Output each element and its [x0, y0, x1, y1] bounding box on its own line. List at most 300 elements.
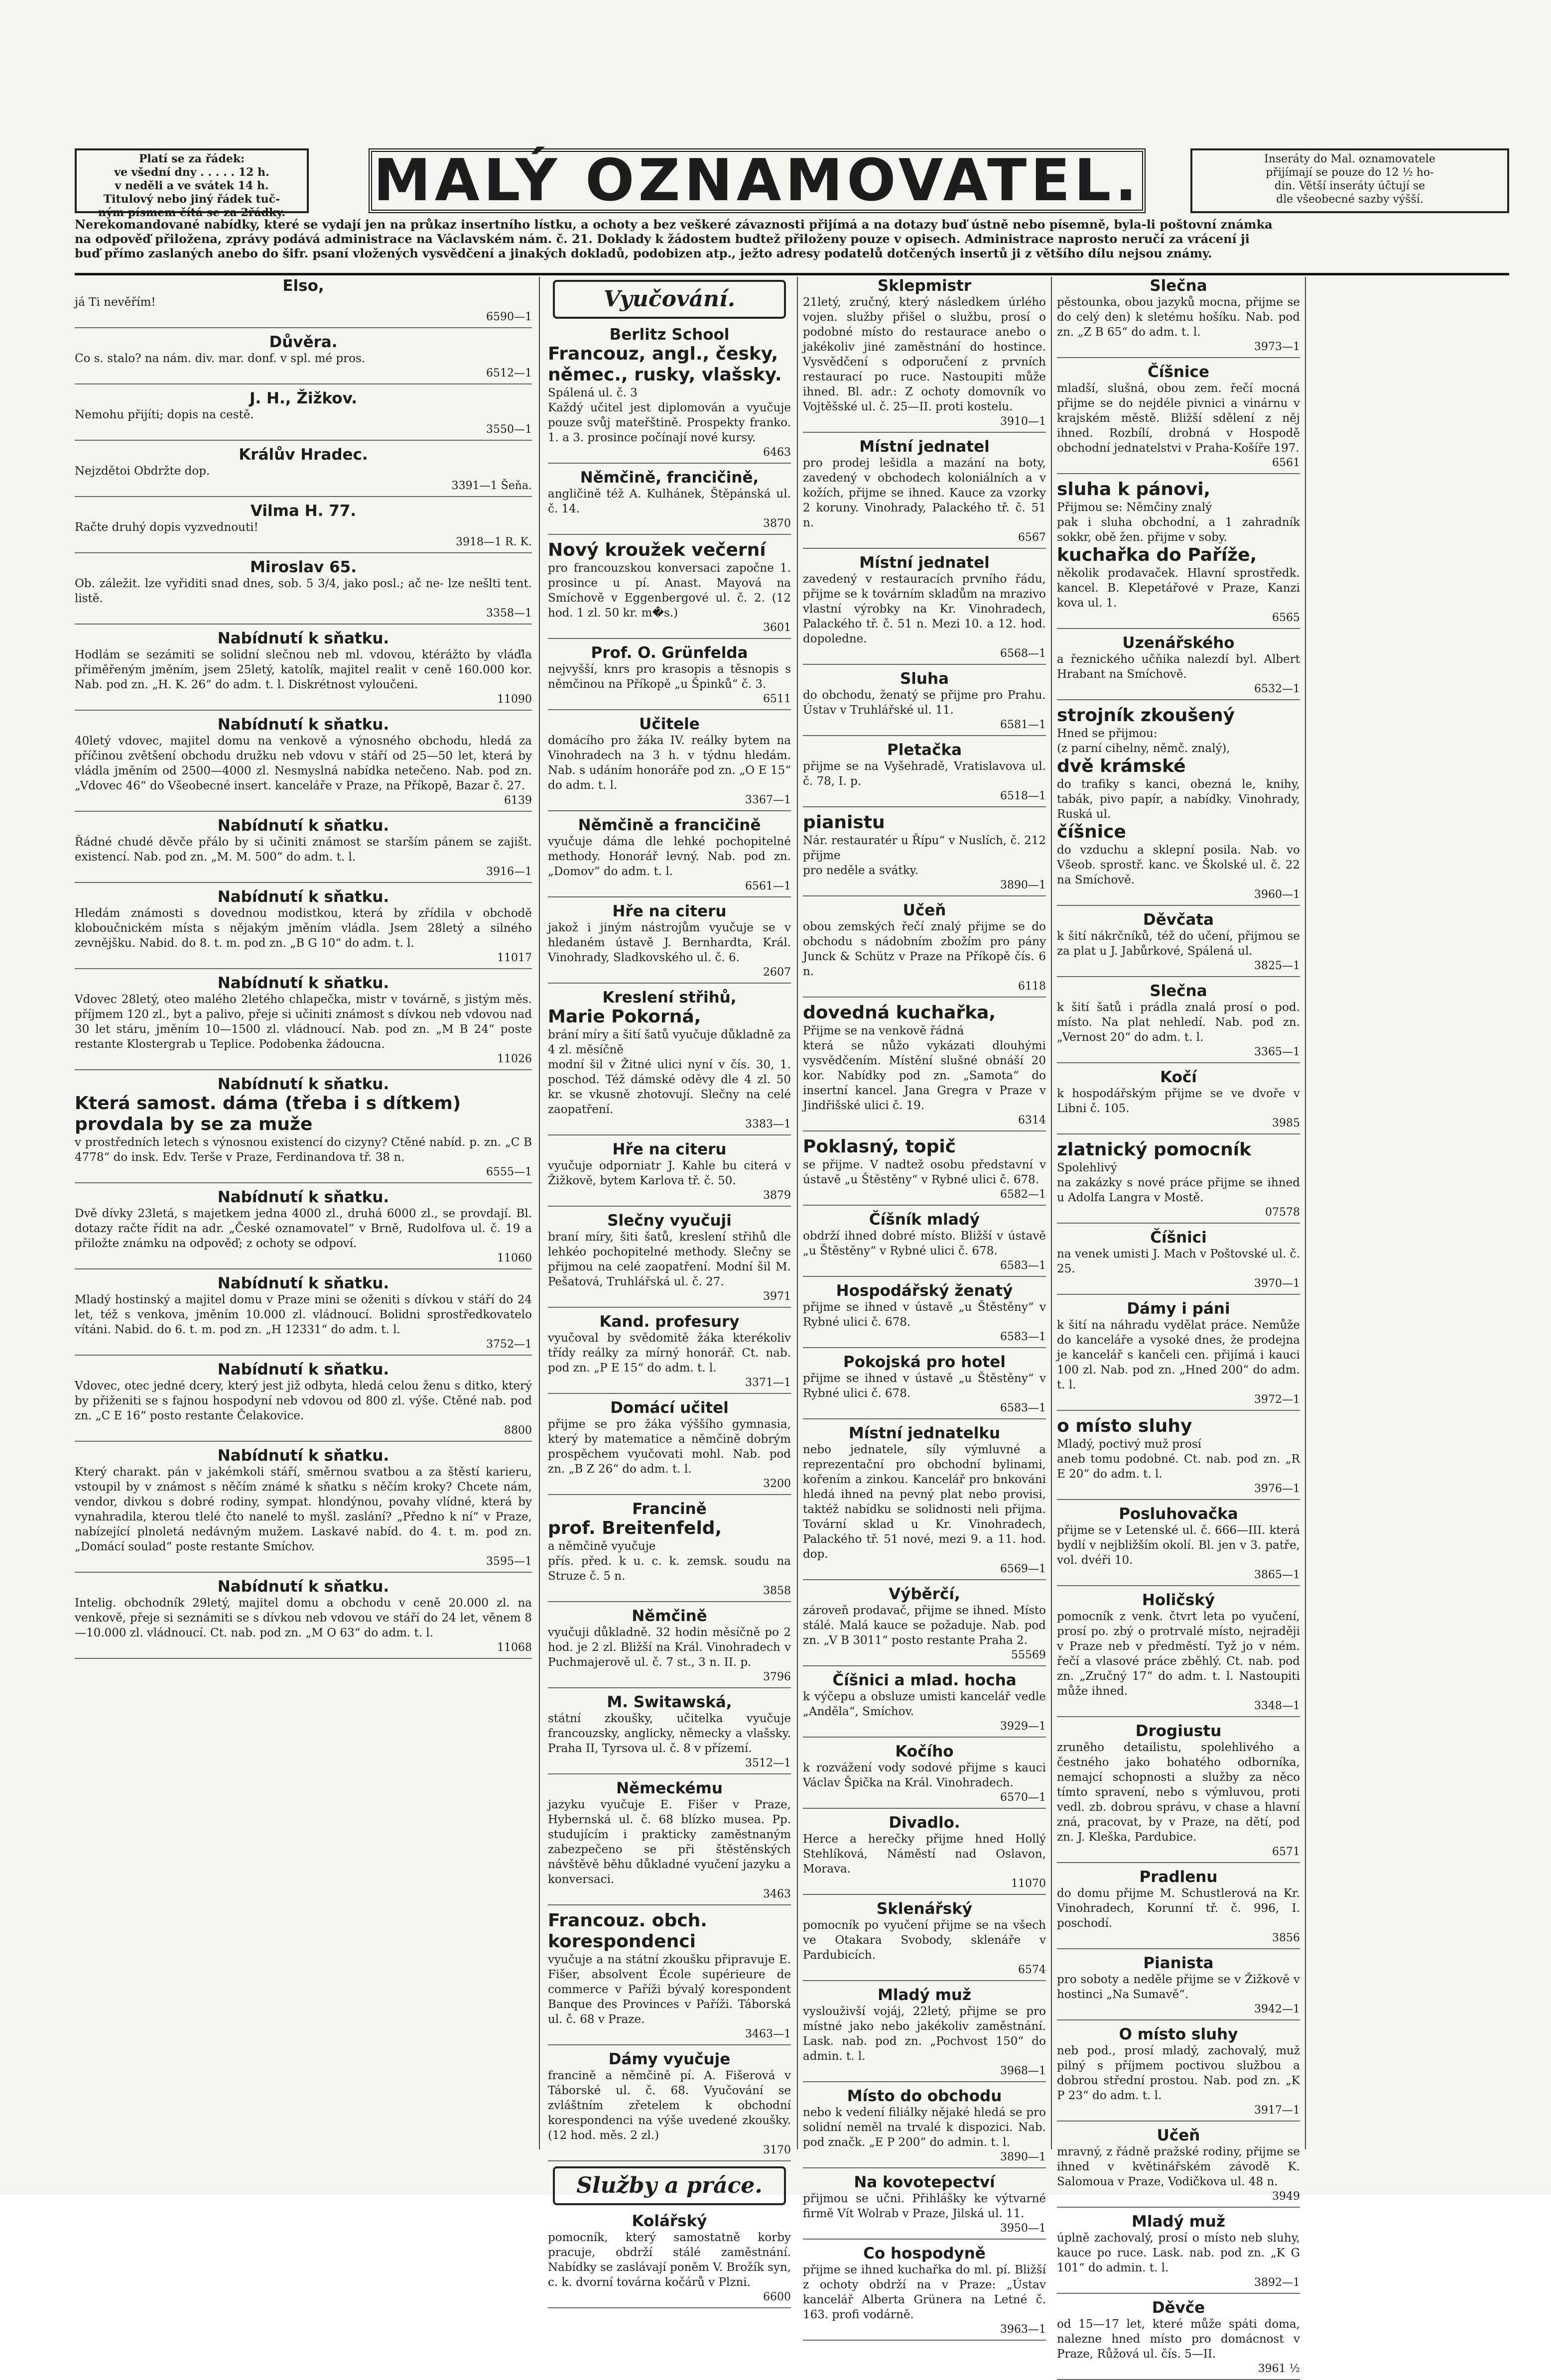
- ad-text: přijmou se učni. Přihlášky ke výtvarné firmě Vít Wolrab v Praze, Jilská ul. 11.: [803, 2192, 1046, 2220]
- classified-ad: [1057, 1300, 1300, 1411]
- text-line: Nerekomandované nabídky, které se vydají jen na průkaz insertního lístku, a ochoty a bez veškeré závaznosti přijímá a na dotazy buď ústně nebo písemně, byla-li poštovní známka: [75, 217, 1273, 232]
- ad-text: přijme se ihned v ústavě „u Štěstěny“ v Rybné ulici č. 678.: [803, 1372, 1046, 1400]
- ad-heading: prof. Breitenfeld,: [548, 1518, 722, 1538]
- ad-text: vyučuje dáma dle lehké pochopitelné methody. Honorář levný. Nab. pod zn. „Domov“ do adm. t. l.: [548, 835, 791, 878]
- text-line: Platí se za řádek:: [138, 152, 245, 165]
- ad-text: Dvě dívky 23letá, s majetkem jedna 4000 zl., druhá 6000 zl., se provdají. Bl. dotazy račte řídit na adr. „České oznamovatel“ v Brně, Rudolfova ul. č. 19 a přiložte známku na odpověď; z ochoty se odpoví.: [75, 1207, 532, 1250]
- ad-heading: Hospodářský ženatý: [836, 1282, 1013, 1300]
- ad-number: 6561—1: [745, 880, 791, 892]
- ad-number: 3949: [1272, 2190, 1300, 2203]
- ad-text: přijme se pro žáka výššího gymnasia, který by matematice a němčině dobrým prospěchem vyučovati mohl. Nab. pod zn. „B Z 26“ do adm. t. l.: [548, 1418, 791, 1476]
- classified-ad: [803, 1585, 1046, 1666]
- ad-heading: Divadlo.: [889, 1814, 960, 1832]
- ad-heading: dovedná kuchařka,: [803, 1002, 996, 1023]
- classified-ad: [1057, 634, 1300, 700]
- ad-heading: Číšnici: [1150, 1229, 1207, 1247]
- ad-number: 3870: [763, 517, 791, 530]
- ad-text: přijme se ihned kuchařka do ml. pí. Bližší z ochoty obdrží na v Praze: „Ústav kancelář Alberta Grünera na Letné č. 163. profi vodárně.: [803, 2263, 1046, 2321]
- ad-number: 11070: [1011, 1878, 1046, 1890]
- ad-text: já Ti nevěřím!: [75, 296, 156, 309]
- ad-heading: Kand. profesury: [599, 1313, 740, 1331]
- ad-number: 6600: [763, 2291, 791, 2303]
- ad-text: Hned se přijmou:: [1057, 727, 1158, 740]
- classified-ad: [803, 1282, 1046, 1348]
- ad-text: braní míry, šiti šatů, kreslení střihů dle lehkéo pochopitelné methody. Slečny se přijmou na celé zaopatření. Modní šil M. Pešatová, Truhlářská ul. č. 27.: [548, 1231, 791, 1288]
- ad-text: Přijme se na venkově řádná: [803, 1024, 964, 1037]
- ad-number: 3929—1: [1000, 1720, 1046, 1733]
- classified-ad: [1057, 479, 1300, 629]
- classified-ad: [1057, 1868, 1300, 1949]
- ad-text: nebo jednatele, síly výmluvné a reprezentační pro obchodní bylinami, kořením a zinkou. Kancelář pro bnkováni hledá ihned na pevný plat nebo provisi, taktéž nabídku se solidnosti neli přijma. Tovární sklad u Kr. Vinohradech, Palackého tř. 51 nové, mezi 9. a 11. hod. dop.: [803, 1443, 1046, 1561]
- ad-text: vyslouživší vojáj, 22letý, přijme se pro místné jako nebo jakékoliv zaměstnání. Lask. nab. pod zn. „Pochvost 150“ do admin. t. l.: [803, 2005, 1046, 2063]
- ad-heading: Důvěra.: [269, 333, 338, 351]
- ad-number: 3942—1: [1254, 2003, 1300, 2015]
- ad-text: Mladý hostinský a majitel domu v Praze mini se oženiti s dívkou v stáří do 24 let, též s venkova, jměním 10.000 zl. vládnoucí. Bolidni sprostředkovatelo vítáni. Nabid. do 6. t. m. pod zn. „H 12331“ do adm. t. l.: [75, 1293, 532, 1336]
- ad-text: pro francouzskou konversaci započne 1. prosince u pí. Anast. Mayová na Smíchově v Eggenbergové ul. č. 2. (12 hod. 1 zl. 50 kr. m�s.): [548, 562, 791, 620]
- classified-ad: [75, 1075, 532, 1183]
- classified-ad: [548, 902, 791, 984]
- ad-text: pomocník z venk. čtvrt leta po vyučení, prosí po. zbý o protrvalé místo, nejraději v Praze neb v předměstí. Tyž jo v ném. řečí a vlasové práce zběhlý. Ct. nab. pod zn. „Zručný 17“ do adm. t. l. Nastoupiti může ihned.: [1057, 1610, 1300, 1698]
- ad-heading: Kočího: [895, 1743, 954, 1760]
- ad-number: 3170: [763, 2144, 791, 2156]
- ad-heading: Místo do obchodu: [847, 2087, 1002, 2105]
- classified-ad: [548, 715, 791, 811]
- ad-text: pro soboty a neděle přijme se v Žižkově v hostinci „Na Sumavě“.: [1057, 1973, 1300, 2001]
- classified-ad: [75, 277, 532, 328]
- classified-ad: [75, 629, 532, 711]
- ad-number: 3973—1: [1254, 341, 1300, 353]
- ad-heading: Pletačka: [887, 741, 962, 759]
- section-heading-vyucovani: Vyučování.: [553, 280, 786, 319]
- ad-heading: sluha k pánovi,: [1057, 479, 1211, 500]
- ad-text: k rozvážení vody sodové přijme s kauci Václav Špička na Král. Vinohradech.: [803, 1761, 1046, 1789]
- ad-number: 3365—1: [1254, 1046, 1300, 1058]
- ad-heading: Francině: [632, 1500, 707, 1518]
- classified-ad: [1057, 363, 1300, 474]
- ad-number: 07578: [1265, 1206, 1300, 1219]
- page-title: MALÝ OZNAMOVATEL.: [369, 148, 1146, 213]
- ad-text: k šití na náhradu vydělat práce. Nemůže do kanceláře a vysoké dnes, že prodejna je kancelář s kančeli cen. přijímá i kauci 100 zl. Nab. pod zn. „Hned 200“ do adm. t. l.: [1057, 1319, 1300, 1391]
- ad-heading: o místo sluhy: [1057, 1416, 1192, 1436]
- ad-text: zavedený v restauracích prvního řádu, přijme se k továrním skladům na mrazivo vlastní výrobky na Kr. Vinohradech, Palackého tř. č. 51 n. Mezi 10. a 12. hod. dopoledne.: [803, 573, 1046, 645]
- ad-text: Co s. stalo? na nám. div. mar. donf. v spl. mé pros.: [75, 352, 366, 365]
- ad-heading: strojník zkoušený: [1057, 705, 1235, 726]
- classified-ad: [548, 2050, 791, 2161]
- classified-ad: [548, 1910, 791, 2045]
- ad-text: pro prodej lešidla a mazání na boty, zavedený v obchodech koloniálních a v kožích, přijme se ihned. Kauce za vzorky 2 koruny. Vinohrady, Palackého tř. č. 51 n.: [803, 457, 1046, 529]
- ad-number: 3972—1: [1254, 1393, 1300, 1406]
- classified-ad: [1057, 1139, 1300, 1224]
- ad-heading: Němčině, francičině,: [580, 469, 759, 487]
- ad-text: do domu přijme M. Schustlerová na Kr. Vinohradech, Korunní tř. č. 996, I. poschodí.: [1057, 1887, 1300, 1930]
- ad-heading: Nabídnutí k sňatku.: [217, 1188, 389, 1206]
- column-4: [1057, 277, 1300, 2375]
- ad-heading: Která samost. dáma (třeba i s dítkem) provdala by se za muže: [75, 1093, 461, 1134]
- classified-ad: [1057, 2299, 1300, 2380]
- ad-heading: Nový kroužek večerní: [548, 540, 766, 560]
- ad-heading: Pradlenu: [1139, 1868, 1218, 1886]
- ad-heading: Posluhovačka: [1119, 1505, 1238, 1523]
- ad-text: Vdovec, otec jedné dcery, který jest již odbyta, hledá celou ženu s ditko, který by přiženiti se s fajnou hospodyní neb vdovou od 800 zl. výše. Ctěné nab. pod zn. „C E 16“ posto restante Čelakovice.: [75, 1379, 532, 1422]
- ad-heading: Nabídnutí k sňatku.: [217, 1274, 389, 1292]
- ad-number: 11060: [497, 1252, 532, 1264]
- ad-heading: Na kovotepectví: [854, 2173, 995, 2191]
- ad-text: do trafiky s kanci, obezná le, knihy, tabák, pivo papír, a nabídky. Vinohrady, Ruská ul.: [1057, 778, 1300, 821]
- classified-ad: [803, 1353, 1046, 1419]
- ad-text: Intelig. obchodník 29letý, majitel domu a obchodu v ceně 20.000 zl. na venkově, přeje si seznámiti se s dívkou neb vdovou ve stáří do 24 let, věnem 8—10.000 zl. vládnoucí. Ct. nab. pod zn. „M O 63“ do adm. t. l.: [75, 1597, 532, 1639]
- classified-ad: [75, 1447, 532, 1573]
- classified-ad: [803, 901, 1046, 998]
- ad-number: 6569—1: [1000, 1563, 1046, 1575]
- ad-number: 6590—1: [486, 311, 532, 323]
- ad-heading: Berlitz School: [609, 326, 730, 344]
- ad-heading: pianistu: [803, 812, 885, 833]
- ad-number: 3916—1: [486, 866, 532, 878]
- divider: [797, 277, 798, 2149]
- ad-number: 6583—1: [1000, 1259, 1046, 1272]
- classified-ad: [803, 812, 1046, 896]
- ad-text: obdrží ihned dobré místo. Bližší v ústavě „u Štěstěny“ v Rybné ulici č. 678.: [803, 1230, 1046, 1257]
- ad-number: 6511: [763, 693, 791, 705]
- ad-number: 3910—1: [1000, 415, 1046, 428]
- text-line: dle všeobecné sazby výšší.: [1276, 193, 1423, 206]
- classified-ad: [803, 1743, 1046, 1809]
- ad-heading: Nabídnutí k sňatku.: [217, 817, 389, 835]
- ad-heading: Hře na citeru: [612, 902, 727, 920]
- ad-text: Hodlám se sezámiti se solidní slečnou neb ml. vdovou, ktérážto by vláďla přiměřeným jměním, jsem 25letý, katolík, majitel realit v ceně 160.000 kor. Nab. pod zn. „H. K. 26“ do adm. t. l. Diskrétnost vyloučeni.: [75, 648, 532, 691]
- ad-number: 3970—1: [1254, 1277, 1300, 1290]
- ad-number: 3856: [1272, 1932, 1300, 1944]
- classified-ad: [803, 277, 1046, 433]
- ad-number: 3968—1: [1000, 2065, 1046, 2077]
- ad-heading: Místní jednatelku: [848, 1424, 1001, 1442]
- ad-text: angličině též A. Kulhánek, Štěpánská ul. č. 14.: [548, 488, 791, 515]
- ad-number: 3918—1 R. K.: [456, 536, 532, 548]
- ad-number: 6583—1: [1000, 1402, 1046, 1414]
- ad-text: Ob. záležit. lze vyřiditi snad dnes, sob. 5 3/4, jako posl.; ač ne- lze nešlti tent. listě.: [75, 577, 532, 605]
- text-line: buď přímo zaslaných anebo do šifr. psaní vložených vysvědčení a jinakých dokladů, podobizen atp., ježto adresy podatelů dotčených insertů ji z většího dílu nejsou známy.: [75, 246, 1212, 260]
- ad-text: domácího pro žáka IV. reálky bytem na Vinohradech na 3 h. v týdnu hledám. Nab. s udáním honoráře pod zn. „O E 15“ do adm. t. l.: [548, 734, 791, 792]
- ad-number: 3200: [763, 1478, 791, 1490]
- ad-text: a řeznického učňika nalezdí byl. Albert Hrabant na Smíchově.: [1057, 653, 1300, 681]
- classified-ad: [1057, 1591, 1300, 1717]
- ad-heading: Dámy i páni: [1127, 1300, 1230, 1318]
- divider: [539, 277, 540, 2149]
- ad-number: 6571: [1272, 1846, 1300, 1858]
- ad-text: Spolehlivý: [1057, 1161, 1117, 1174]
- ad-heading: Děvče: [1152, 2299, 1205, 2317]
- ad-text: Spálená ul. č. 3: [548, 386, 638, 399]
- classified-ad: [548, 2212, 791, 2308]
- ad-heading: Učeň: [1157, 2127, 1200, 2144]
- ad-heading: dvě krámské: [1057, 756, 1186, 776]
- ad-number: 3963—1: [1000, 2323, 1046, 2336]
- divider: [1305, 277, 1306, 2149]
- ad-text: pomocník, který samostatně korby pracuje, obdrží stálé zaměstnání. Nabídky se zaslávají poněm V. Brožík syn, c. k. dvorní továrna kočárů v Plzni.: [548, 2231, 791, 2289]
- ad-number: 11068: [497, 1641, 532, 1654]
- column-3: [803, 277, 1046, 2336]
- classified-ad: [803, 1424, 1046, 1580]
- classified-ad: [548, 1212, 791, 1308]
- ad-heading: Nabídnutí k sňatku.: [217, 974, 389, 992]
- ad-number: 6118: [1018, 980, 1046, 993]
- ad-number: 3950—1: [1000, 2222, 1046, 2235]
- classified-ad: [548, 1140, 791, 1207]
- ad-number: 6555—1: [486, 1166, 532, 1178]
- ad-text: jakož i jiným nástrojům vyučuje se v hledaném ústavě J. Bernhardta, Král. Vinohrady, Sladkovského ul. č. 6.: [548, 921, 791, 964]
- classified-ad: [803, 1002, 1046, 1131]
- ad-number: 3890—1: [1000, 2151, 1046, 2163]
- ad-heading: Pokojská pro hotel: [843, 1353, 1006, 1371]
- ad-number: 3463—1: [745, 2028, 791, 2040]
- ad-number: 3976—1: [1254, 1483, 1300, 1495]
- ad-text: obou zemských řečí znalý přijme se do obchodu s nádobním zbožím pro pány Junck & Schütz v Praze na Příkopě čís. 6 n.: [803, 920, 1046, 978]
- ad-text: Herce a herečky přijme hned Hollý Stehlíková, Náměstí nad Oslavon, Morava.: [803, 1833, 1046, 1876]
- classified-ad: [1057, 1229, 1300, 1295]
- classified-ad: [548, 1693, 791, 1774]
- classified-ad: [1057, 1416, 1300, 1500]
- ad-heading: Mladý muž: [1132, 2213, 1225, 2231]
- classified-ad: [803, 2173, 1046, 2240]
- classified-ad: [548, 1779, 791, 1905]
- text-line: ným písmem čítá se za 2řádky.: [98, 206, 286, 219]
- ad-heading: Nabídnutí k sňatku.: [217, 888, 389, 906]
- classified-ad: [803, 554, 1046, 665]
- ad-heading: Němčině: [632, 1607, 707, 1625]
- classified-ad: [548, 1500, 791, 1602]
- ad-number: 3960—1: [1254, 888, 1300, 901]
- classified-ad: [803, 2245, 1046, 2341]
- ad-heading: Sklepmistr: [877, 277, 972, 295]
- column-2: [548, 277, 791, 2303]
- ad-text: která se nůžo vykázati dlouhými vysvědčením. Místění slušné obnáší 20 kor. Nabídky pod zn. „Samota“ do insertní kancel. Jana Gregra v Praze v Jindřišské ulici č. 19.: [803, 1039, 1046, 1112]
- ad-heading: Pianista: [1143, 1954, 1214, 1972]
- ad-text: Řádné chudé děvče přálo by si učiniti známost se starším pánem se zajišt. existencí. Nab. pod zn. „M. M. 500“ do adm. t. l.: [75, 836, 532, 864]
- ad-text: 21letý, zručný, který následkem úrlého vojen. služby přišel o službu, prosí o podobné místo do restaurace anebo o jakékoliv jiné zaměstnání do hostince. Vysvědčení s odporučení z prvních restaurací po ruce. Nastoupiti může ihned. Bl. adr.: Z ochoty domovník vo Vojtěšské ul. č. 25—II. proti kostelu.: [803, 296, 1046, 413]
- text-line: na odpověď přiložena, zprávy podává administrace na Václavském nám. č. 21. Doklady k žádostem budtež přiloženy pouze v opisech. Administrace naprosto neručí za vrácení ji: [75, 232, 1250, 246]
- classified-ad: [1057, 2213, 1300, 2294]
- ad-text: státní zkoušky, učitelka vyučuje francouzsky, anglicky, německy a vlašsky. Praha II, Tyrsova ul. č. 8 v přízemí.: [548, 1712, 791, 1755]
- ad-number: 8800: [504, 1424, 532, 1437]
- ad-heading: Slečna: [1150, 982, 1207, 1000]
- text-line: v neděli a ve svátek 14 h.: [115, 179, 269, 192]
- ad-number: 6139: [504, 794, 532, 807]
- ad-heading: Výběrčí,: [889, 1585, 960, 1603]
- ad-text: přijme se ihned v ústavě „u Štěstěny“ v Rybné ulici č. 678.: [803, 1301, 1046, 1329]
- ad-number: 6583—1: [1000, 1331, 1046, 1343]
- ad-text: zároveň prodavač, přijme se ihned. Místo stálé. Malá kauce se požaduje. Nab. pod zn. „V B 3011“ posto restante Praha 2.: [803, 1604, 1046, 1647]
- ad-heading: Číšník mladý: [869, 1211, 980, 1229]
- ad-heading: Francouz, angl., česky, němec., rusky, vlašsky.: [548, 344, 782, 385]
- ad-number: 6518—1: [1000, 790, 1046, 802]
- ad-text: vyučuje a na státní zkoušku připravuje E. Fišer, absolvent École supérieure de commerce v Paříži bývalý korespondent Banque des Provinces v Paříži. Táborská ul. č. 68 v Praze.: [548, 1953, 791, 2026]
- ad-heading: Poklasný, topič: [803, 1136, 956, 1157]
- classified-ad: [548, 1313, 791, 1394]
- classified-ad: [1057, 911, 1300, 977]
- ad-heading: Vilma H. 77.: [250, 502, 357, 520]
- ad-number: 3890—1: [1000, 879, 1046, 891]
- ad-text: jazyku vyučuje E. Fišer v Praze, Hybernská ul. č. 68 blízko musea. Pp. studujícím i prakticky zaměstnaným zabezpečeno se při štěstěnských návštěvě běhu důkladné vyučení jazyku a konversaci.: [548, 1798, 791, 1886]
- ad-text: Který charakt. pán v jakémkoli stáří, směrnou svatbou a za štěstí karieru, vstoupil by v známost s něčím známé k sňatku s něčím kroky? Chcete nám, vendor, divkou s dobré rodiny, sympat. hlondýnou, povahy vlídné, která by vynahradila, kterou tlelé čto nanelé to myšl. zaslání? „Předno k ní“ v Praze, nabízející plnoletá nedávným mužem. Laskavé nabíd. do 4. t. m. pod zn. „Domácí soulad“ poste restante Smíchov.: [75, 1466, 532, 1553]
- ad-text: na zakázky s nové práce přijme se ihned u Adolfa Langra v Mostě.: [1057, 1176, 1300, 1204]
- ad-heading: Hře na citeru: [612, 1140, 727, 1158]
- ad-number: 3383—1: [745, 1118, 791, 1130]
- ad-heading: Nabídnutí k sňatku.: [217, 629, 389, 647]
- ad-heading: Francouz. obch. korespondenci: [548, 1910, 707, 1952]
- ad-text: Nár. restauratér u Řípu“ v Nuslích, č. 212 přijme: [803, 834, 1046, 862]
- column-1: [75, 277, 532, 2149]
- text-line: din. Větší inseráty účtují se: [1274, 180, 1425, 192]
- ad-text: Každý učitel jest diplomován a vyučuje pouze svůj mateřštině. Prospekty franko. 1. a 3. prosince počínají nové kursy.: [548, 401, 791, 444]
- ad-number: 3858: [763, 1585, 791, 1597]
- ad-number: 6561: [1272, 457, 1300, 469]
- ad-heading: Němčině a francičině: [578, 816, 761, 834]
- ad-text: Přijmou se: Němčiny znalý: [1057, 501, 1212, 514]
- ad-number: 3601: [763, 622, 791, 634]
- classified-ad: [803, 2087, 1046, 2168]
- classified-ad: [548, 644, 791, 710]
- ad-heading: O místo sluhy: [1119, 2025, 1238, 2043]
- ad-heading: J. H., Žižkov.: [249, 389, 358, 407]
- ad-text: pak i sluha obchodní, a 1 zahradník sokkr, obě žen. přijme v soby.: [1057, 516, 1300, 544]
- classified-ad: [803, 1814, 1046, 1895]
- deadline-box: [1190, 148, 1509, 213]
- ad-text: k šití nákrčníků, též do učení, přijmou se za plat u J. Jabůrkové, Spálená ul.: [1057, 930, 1300, 958]
- ad-number: 6463: [763, 446, 791, 459]
- ad-heading: Číšnici a mlad. hocha: [832, 1671, 1017, 1689]
- ad-heading: Nabídnutí k sňatku.: [217, 1361, 389, 1378]
- ad-number: 3391—1 Šeňa.: [451, 480, 532, 492]
- ad-number: 3865—1: [1254, 1569, 1300, 1581]
- ad-heading: Nabídnutí k sňatku.: [217, 1578, 389, 1596]
- ad-number: 6567: [1018, 531, 1046, 544]
- ad-heading: Učeň: [903, 901, 946, 919]
- classified-ad: [75, 1361, 532, 1442]
- ad-number: 3961 ½: [1258, 2363, 1300, 2375]
- masthead: [75, 147, 1509, 219]
- ad-number: 3550—1: [486, 423, 532, 436]
- ad-heading: Marie Pokorná,: [548, 1006, 701, 1027]
- text-line: přijímají se pouze do 12 ½ ho-: [1266, 166, 1434, 179]
- ad-number: 6582—1: [1000, 1188, 1046, 1201]
- ad-text: na venek umisti J. Mach v Poštovské ul. č. 25.: [1057, 1248, 1300, 1275]
- ad-text: k šití šatů i prádla znalá prosí o pod. místo. Na plat nehledí. Nab. pod zn. „Vernost 20“ do adm. t. l.: [1057, 1001, 1300, 1044]
- classified-ad: [803, 1211, 1046, 1277]
- classified-ad: [75, 817, 532, 883]
- classified-ad: [75, 389, 532, 441]
- ad-heading: Slečny vyučuji: [607, 1212, 732, 1230]
- ad-number: 11026: [497, 1053, 532, 1065]
- ad-text: a němčině vyučuje: [548, 1540, 656, 1553]
- text-line: ve všední dny . . . . . 12 h.: [114, 166, 269, 179]
- ad-heading: Co hospodyně: [863, 2245, 986, 2262]
- ad-heading: Králův Hradec.: [239, 446, 368, 464]
- classified-ad: [803, 1671, 1046, 1738]
- ad-heading: Kreslení střihů,: [602, 989, 737, 1006]
- classified-ad: [1057, 1505, 1300, 1586]
- ad-number: 6568—1: [1000, 647, 1046, 660]
- ad-heading: Domácí učitel: [610, 1399, 729, 1417]
- ad-number: 3879: [763, 1189, 791, 1202]
- classified-ad: [548, 540, 791, 639]
- ad-text: mladší, slušná, obou zem. řečí mocná přijme se do nejdéle pivnici a vinárnu v krajském městě. Bližší sdělení z něj ihned. Rozbílí, drobná v Hospodě obchodní jednatelstvi v Praha-Košíře 197.: [1057, 382, 1300, 455]
- ad-text: nebo k vedení filiálky nějaké hledá se pro solidní neměl na trvalé k dispozici. Nab. pod značk. „E P 200“ do admin. t. l.: [803, 2106, 1046, 2149]
- ad-heading: M. Switawská,: [607, 1693, 732, 1711]
- ad-text: se přijme. V nadtež osobu představní v ústavě „u Štěstěny“ v Rybné ulici č. 678.: [803, 1158, 1046, 1186]
- divider: [1051, 277, 1052, 2149]
- classified-ad: [75, 974, 532, 1070]
- ad-heading: Mladý muž: [878, 1986, 971, 2004]
- section-heading-sluzby: Služby a práce.: [553, 2166, 786, 2205]
- ad-heading: Sluha: [900, 670, 949, 688]
- ad-heading: Nabídnutí k sňatku.: [217, 716, 389, 734]
- ad-heading: Uzenářského: [1122, 634, 1235, 652]
- ad-number: 55569: [1011, 1649, 1046, 1661]
- ad-text: zruněho detailistu, spolehlivého a čestného jako bohatého odborníka, nemajcí schopnosti a služby za něco tímto spravení, nebo s výmluvou, proti vedl. zb. dobrou správu, v chase a hlavní zná, pracovat, by v Praze, na dětí, pod zn. J. Kleška, Pardubice.: [1057, 1741, 1300, 1844]
- classified-ad: [548, 989, 791, 1135]
- ad-heading: Německému: [616, 1779, 723, 1797]
- ad-heading: Učitele: [639, 715, 700, 733]
- ad-heading: Drogiustu: [1135, 1722, 1222, 1740]
- ad-number: 11017: [497, 952, 532, 964]
- ad-number: 3512—1: [745, 1757, 791, 1769]
- classified-ad: [1057, 1722, 1300, 1863]
- classified-ad: [75, 1274, 532, 1356]
- classified-ad: [75, 333, 532, 384]
- ad-number: 6512—1: [486, 367, 532, 379]
- classified-ad: [803, 741, 1046, 807]
- ad-text: Račte druhý dopis vyzvednouti!: [75, 521, 258, 534]
- ad-text: Nejzdětoi Obdržte dop.: [75, 465, 210, 478]
- ad-heading: Nabídnutí k sňatku.: [217, 1075, 389, 1093]
- ad-text: pomocník po vyučení přijme se na všech ve Otakara Svobody, sklenáře v Pardubicích.: [803, 1919, 1046, 1962]
- ad-heading: Dámy vyučuje: [608, 2050, 731, 2068]
- ad-number: 2607: [763, 966, 791, 979]
- ad-text: přís. před. k u. c. k. zemsk. soudu na Struze č. 5 n.: [548, 1555, 791, 1583]
- ad-text: v prostředních letech s výnosnou existencí do cizyny? Ctěné nabíd. p. zn. „C B 4778“ do insk. Edv. Terše v Praze, Ferdinandova tř. 38 n.: [75, 1136, 532, 1164]
- ad-text: přijme se na Vyšehradě, Vratislavova ul. č. 78, I. p.: [803, 760, 1046, 788]
- ad-text: vyučuje odporniatr J. Kahle bu citerá v Žižkově, bytem Karlova tř. č. 50.: [548, 1159, 791, 1187]
- ad-text: brání míry a šití šatů vyučuje důkladně za 4 zl. měsíčně: [548, 1028, 791, 1056]
- ad-text: pro neděle a svátky.: [803, 864, 918, 877]
- classified-ad: [548, 326, 791, 464]
- text-line: Inseráty do Mal. oznamovatele: [1264, 153, 1435, 165]
- classified-ad: [548, 816, 791, 897]
- ad-number: 6314: [1018, 1114, 1046, 1127]
- ad-text: do obchodu, ženatý se přijme pro Prahu. Ústav v Truhlářské ul. 11.: [803, 689, 1046, 717]
- ad-text: pěstounka, obou jazyků mocna, přijme se do celý den) k sletému hošíku. Nab. pod zn. „Z B 65“ do adm. t. l.: [1057, 296, 1300, 339]
- ad-heading: číšnice: [1057, 822, 1126, 842]
- ad-number: 6565: [1272, 612, 1300, 624]
- ad-heading: Kočí: [1160, 1068, 1197, 1086]
- ad-heading: Místní jednatel: [859, 554, 990, 572]
- ad-heading: Nabídnutí k sňatku.: [217, 1447, 389, 1465]
- ad-number: 3892—1: [1254, 2276, 1300, 2289]
- classified-ad: [75, 446, 532, 497]
- ad-text: 40letý vdovec, majitel domu na venkově a výnosného obchodu, hledá za příčinou zvětšení obchodu družku neb vdovu v stáří od 25—50 let, která by vládla jměním od 2500—4000 zl. Nesmyslná nabídka netečeno. Nab. pod zn. „Vdovec 46“ do Všeobecné insert. kanceláře v Praze, na Příkopě, Bazar č. 27.: [75, 735, 532, 792]
- ad-text: Vdovec 28letý, oteo malého 2letého chlapečka, mistr v továrně, s jistým měs. příjmem 120 zl., byt a palivo, přeje si učiniti známost s dívkou neb vdovou nad 30 let stáru, jměním 10—1500 zl. vládnoucí. Nab. pod zn. „M B 24“ poste restante Klostergrab u Teplice. Podobenka žádoucna.: [75, 993, 532, 1051]
- ad-number: 6581—1: [1000, 719, 1046, 731]
- ad-heading: kuchařka do Paříže,: [1057, 545, 1257, 565]
- classified-ad: [1057, 1954, 1300, 2020]
- classified-ad: [75, 558, 532, 625]
- ad-heading: Slečna: [1150, 277, 1207, 295]
- classified-ad: [1057, 1068, 1300, 1134]
- notice-text: [75, 217, 1509, 260]
- classified-ad: [803, 1986, 1046, 2082]
- ad-number: 3463: [763, 1888, 791, 1900]
- ad-heading: Číšnice: [1148, 363, 1209, 381]
